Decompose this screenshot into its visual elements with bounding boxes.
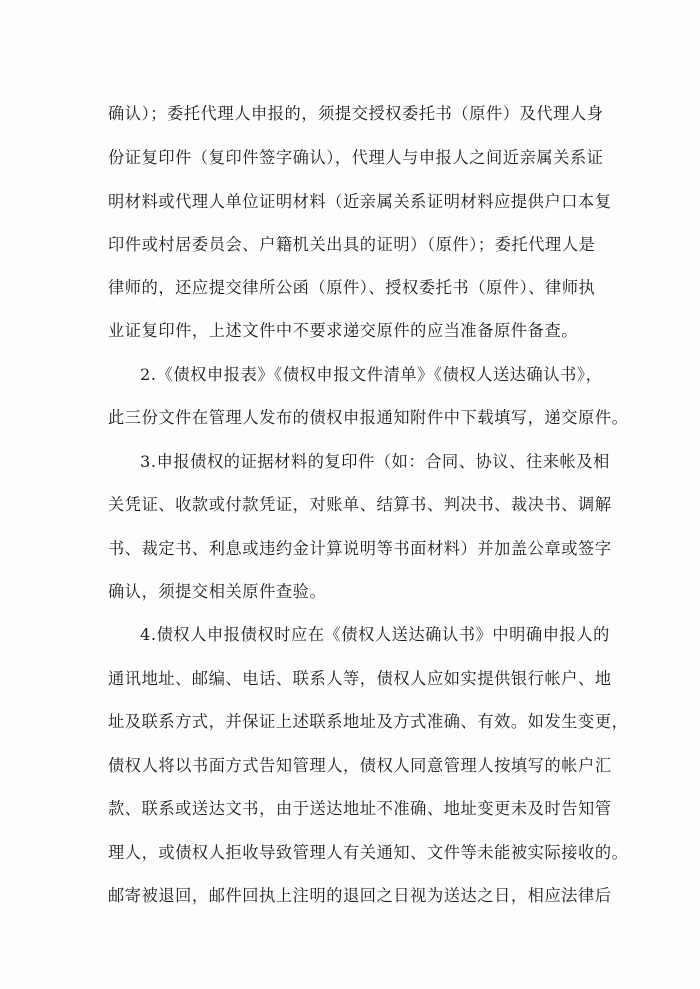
paragraph-4-line-1: 4.债权人申报债权时应在《债权人送达确认书》中明确申报人的 bbox=[140, 625, 610, 644]
paragraph-4-line-4: 债权人将以书面方式告知管理人，债权人同意管理人按填写的帐户汇 bbox=[108, 756, 612, 775]
paragraph-4-line-2: 通讯地址、邮编、电话、联系人等，债权人应如实提供银行帐户、地 bbox=[108, 669, 612, 688]
paragraph-2-line-2: 此三份文件在管理人发布的债权申报通知附件中下载填写，递交原件。 bbox=[108, 408, 629, 427]
paragraph-4-line-5: 款、联系或送达文书，由于送达地址不准确、地址变更未及时告知管 bbox=[108, 799, 612, 818]
paragraph-1-line-2: 份证复印件（复印件签字确认），代理人与申报人之间近亲属关系证 bbox=[108, 148, 604, 167]
paragraph-2-line-1: 2.《债权申报表》《债权申报文件清单》《债权人送达确认书》， bbox=[140, 365, 603, 384]
paragraph-1-line-5: 律师的，还应提交律所公函（原件）、授权委托书（原件）、律师执 bbox=[108, 278, 596, 297]
paragraph-1-line-3: 明材料或代理人单位证明材料（近亲属关系证明材料应提供户口本复 bbox=[108, 192, 612, 211]
paragraph-1-line-6: 业证复印件，上述文件中不要求递交原件的应当准备原件备查。 bbox=[108, 321, 579, 340]
paragraph-3-line-2: 关凭证、收款或付款凭证，对账单、结算书、判决书、裁决书、调解 bbox=[108, 495, 612, 514]
document-body bbox=[108, 0, 629, 989]
paragraph-1-line-1: 确认）；委托代理人申报的，须提交授权委托书（原件）及代理人身 bbox=[108, 104, 604, 123]
paragraph-1-line-4: 印件或村居委员会、户籍机关出具的证明）（原件）；委托代理人是 bbox=[108, 235, 596, 254]
paragraph-3-line-1: 3.申报债权的证据材料的复印件（如：合同、协议、往来帐及相 bbox=[140, 452, 610, 471]
paragraph-3-line-4: 确认，须提交相关原件查验。 bbox=[108, 582, 327, 601]
paragraph-3-line-3: 书、裁定书、利息或违约金计算说明等书面材料）并加盖公章或签字 bbox=[108, 539, 612, 558]
paragraph-4-line-7: 邮寄被退回，邮件回执上注明的退回之日视为送达之日，相应法律后 bbox=[108, 886, 612, 905]
paragraph-4-line-6: 理人，或债权人拒收导致管理人有关通知、文件等未能被实际接收的。 bbox=[108, 843, 629, 862]
paragraph-4-line-3: 址及联系方式，并保证上述联系地址及方式准确、有效。如发生变更， bbox=[108, 712, 629, 731]
